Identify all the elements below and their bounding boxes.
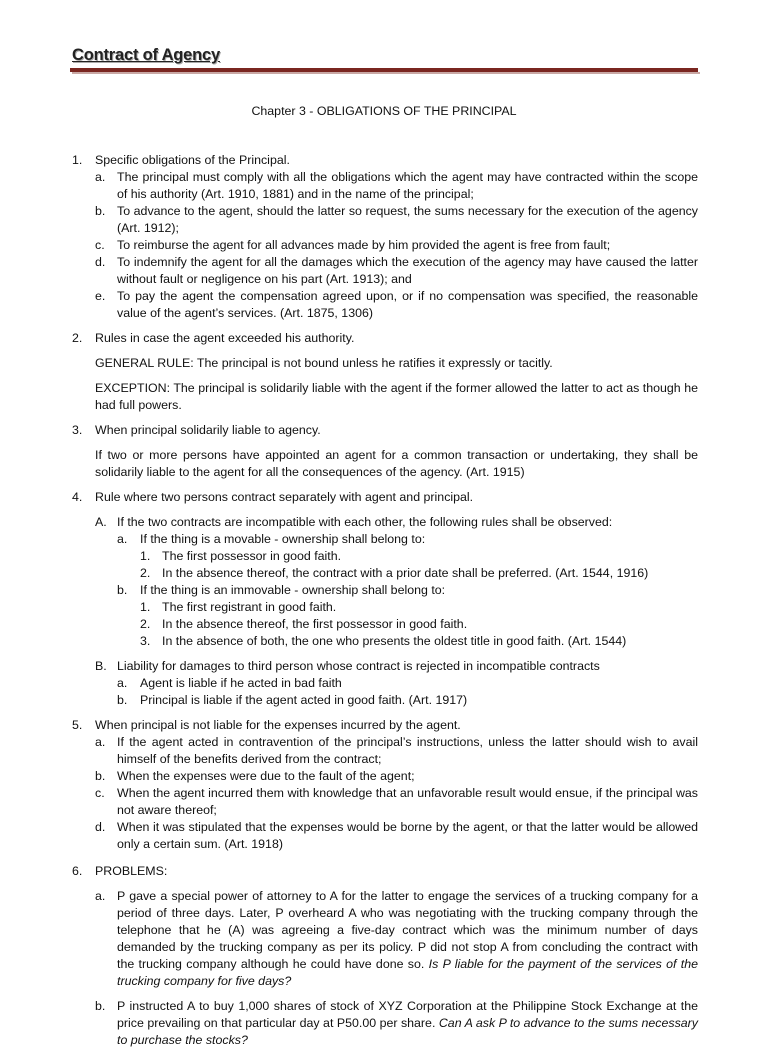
- section-number: 2.: [72, 331, 83, 345]
- section-number: 3.: [72, 423, 83, 437]
- list-item: a. Agent is liable if he acted in bad faith: [117, 676, 342, 690]
- section-number: 6.: [72, 864, 83, 878]
- section-6: [72, 863, 698, 1049]
- section-number: 4.: [72, 490, 83, 504]
- section-heading: PROBLEMS:: [95, 864, 168, 878]
- section-heading: Specific obligations of the Principal.: [95, 153, 290, 167]
- section-3: [72, 422, 698, 481]
- list-item: c. When the agent incurred them with knowledge that an unfavorable result would ensue, if the principal was not aware thereof;: [95, 786, 698, 817]
- header-rule-shadow: [72, 72, 700, 74]
- subsection-b: B. Liability for damages to third person whose contract is rejected in incompatible contracts: [95, 659, 600, 673]
- section-heading: When principal is not liable for the expenses incurred by the agent.: [95, 718, 461, 732]
- document-body: [72, 152, 698, 1049]
- paragraph: EXCEPTION: The principal is solidarily liable with the agent if the former allowed the latter to act as though he had full powers.: [95, 381, 698, 412]
- list-item: 2. In the absence thereof, the first possessor in good faith.: [140, 617, 468, 631]
- list-item: e. To pay the agent the compensation agreed upon, or if no compensation was specified, the reasonable value of the agent’s services. (Art. 1875, 1306): [95, 289, 698, 320]
- section-heading: Rules in case the agent exceeded his authority.: [95, 331, 355, 345]
- list-item: d. When it was stipulated that the expenses would be borne by the agent, or that the latter would be allowed only a certain sum. (Art. 1918): [95, 820, 698, 851]
- section-number: 5.: [72, 718, 83, 732]
- section-number: 1.: [72, 153, 83, 167]
- problem-question: Is P liable for the payment of the services of the trucking company for five days?: [117, 957, 698, 988]
- section-heading: Rule where two persons contract separately with agent and principal.: [95, 490, 474, 504]
- list-item: 2. In the absence thereof, the contract with a prior date shall be preferred. (Art. 1544, 1916): [140, 566, 649, 580]
- problem-question: Can A ask P to advance to the sums necessary to purchase the stocks?: [117, 1016, 698, 1047]
- problem-item: a. P gave a special power of attorney to A for the latter to engage the services of a trucking company for a period of three days. Later, P overheard A who was negotiating with the trucking company through the telephone that he (A) was agreeing a five-day contract which was the minimum number of days demanded by the trucking company as per its policy. P did not stop A from concluding the contract with the trucking company although he could have done so. Is P liable for the payment of the services of the trucking company for five days?: [95, 889, 698, 988]
- list-item: 1. The first registrant in good faith.: [140, 600, 337, 614]
- problem-item: b. P instructed A to buy 1,000 shares of stock of XYZ Corporation at the Philippine Stock Exchange at the price prevailing on that particular day at P50.00 per share. Can A ask P to advance to the sums necessary to purchase the stocks?: [95, 999, 698, 1047]
- subsection-a: A. If the two contracts are incompatible with each other, the following rules shall be observed:: [95, 515, 613, 529]
- section-heading: When principal solidarily liable to agency.: [95, 423, 321, 437]
- list-item: b. If the thing is an immovable - ownership shall belong to:: [117, 583, 446, 597]
- chapter-title: Chapter 3 - OBLIGATIONS OF THE PRINCIPAL: [251, 104, 517, 118]
- list-item: b. To advance to the agent, should the latter so request, the sums necessary for the execution of the agency (Art. 1912);: [95, 204, 698, 235]
- list-item: a. If the thing is a movable - ownership shall belong to:: [117, 532, 426, 546]
- section-4: [72, 489, 698, 709]
- list-item: b. Principal is liable if the agent acted in good faith. (Art. 1917): [117, 693, 468, 707]
- section-2: [72, 330, 698, 414]
- document-header-title: Contract of Agency: [72, 46, 220, 64]
- list-item: 3. In the absence of both, the one who presents the oldest title in good faith. (Art. 1544): [140, 634, 627, 648]
- list-item: a. If the agent acted in contravention of the principal’s instructions, unless the latter should wish to avail himself of the benefits derived from the contract;: [95, 735, 698, 766]
- paragraph: GENERAL RULE: The principal is not bound unless he ratifies it expressly or tacitly.: [95, 356, 553, 370]
- list-item: 1. The first possessor in good faith.: [140, 549, 342, 563]
- list-item: a. The principal must comply with all the obligations which the agent may have contracted within the scope of his authority (Art. 1910, 1881) and in the name of the principal;: [95, 170, 698, 201]
- list-item: b. When the expenses were due to the fault of the agent;: [95, 769, 415, 783]
- list-item: d. To indemnify the agent for all the damages which the execution of the agency may have caused the latter without fault or negligence on his part (Art. 1913); and: [95, 255, 698, 286]
- section-1: [72, 152, 698, 322]
- list-item: c. To reimburse the agent for all advances made by him provided the agent is free from fault;: [95, 238, 611, 252]
- paragraph: If two or more persons have appointed an agent for a common transaction or undertaking, they shall be solidarily liable to the agent for all the consequences of the agency. (Art. 1915): [95, 448, 698, 479]
- section-5: [72, 717, 698, 853]
